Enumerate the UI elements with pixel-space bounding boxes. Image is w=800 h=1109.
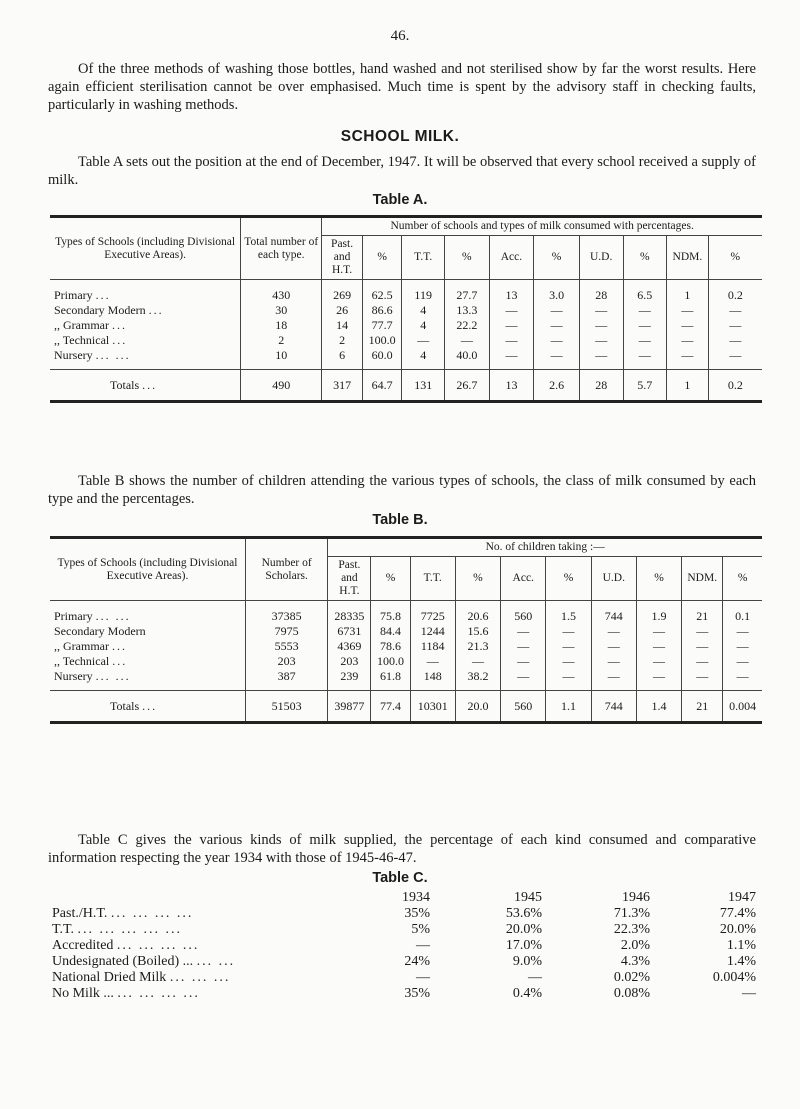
sub-header: % [723, 557, 762, 601]
totals-row [50, 370, 762, 402]
table-cell: 100.0 [371, 654, 410, 669]
sub-header: T.T. [410, 557, 455, 601]
table-cell: 26.7 [445, 370, 490, 402]
row-label-text: Accredited [52, 938, 114, 953]
row-label-text: National Dried Milk [52, 970, 167, 985]
table-cell: 20.0% [505, 922, 542, 937]
table-cell: 6.5 [623, 280, 667, 304]
table-cell: 60.0 [362, 348, 402, 370]
table-row [50, 601, 762, 625]
table-cell: 9.0% [512, 954, 542, 969]
row-label [48, 954, 324, 970]
table-cell: — [591, 669, 636, 691]
table-row [50, 348, 762, 370]
sub-header: % [546, 557, 591, 601]
row-label-text: Totals [110, 699, 140, 713]
table-cell: 62.5 [362, 280, 402, 304]
table-cell: 86.6 [362, 303, 402, 318]
row-label [50, 669, 245, 691]
row-label-text: Totals [110, 378, 140, 392]
table-cell: — [528, 970, 542, 985]
table-cell: — [591, 639, 636, 654]
table-c [48, 890, 760, 1002]
header-total-number: Total number of each type. [241, 217, 322, 280]
row-label-text: ,, Grammar [54, 318, 109, 332]
row-label-text: Nursery [54, 669, 93, 683]
leader-dots: ... [148, 303, 164, 317]
table-cell: 2.6 [534, 370, 580, 402]
table-cell: 84.4 [371, 624, 410, 639]
table-cell: — [682, 639, 723, 654]
table-cell: 203 [328, 654, 371, 669]
leader-dots: ... [112, 333, 128, 347]
header-children-group: No. of children taking :— [328, 538, 762, 557]
table-cell: 0.004% [712, 970, 756, 985]
table-cell: 239 [328, 669, 371, 691]
table-cell: 5.7 [623, 370, 667, 402]
table-a [50, 215, 762, 403]
table-cell: 203 [245, 654, 327, 669]
table-cell: 71.3% [613, 906, 650, 921]
row-label [48, 922, 324, 938]
row-label-text: ,, Technical [54, 333, 110, 347]
leader-dots: ... [111, 639, 127, 653]
table-cell: 0.4% [512, 986, 542, 1001]
table-cell: — [708, 348, 762, 370]
table-cell: 13 [489, 280, 534, 304]
sub-header: Acc. [501, 557, 546, 601]
sub-header: U.D. [579, 236, 623, 280]
table-cell: — [636, 669, 681, 691]
table-cell: 26 [322, 303, 363, 318]
table-cell: — [534, 333, 580, 348]
table-cell: — [682, 669, 723, 691]
table-cell: 744 [591, 691, 636, 723]
table-cell: 148 [410, 669, 455, 691]
table-cell: 2.0% [620, 938, 650, 953]
table-cell: 28335 [328, 601, 371, 625]
leader-dots: ... ... ... ... [110, 906, 194, 921]
sub-header: % [623, 236, 667, 280]
table-cell: 119 [402, 280, 445, 304]
table-cell: — [402, 333, 445, 348]
table-cell: 100.0 [362, 333, 402, 348]
table-cell: 0.02% [613, 970, 650, 985]
table-cell: — [636, 624, 681, 639]
row-label [48, 938, 324, 954]
page-number: 46. [390, 28, 410, 44]
table-cell: 77.7 [362, 318, 402, 333]
row-label [50, 303, 241, 318]
leader-dots: ... [142, 378, 158, 392]
row-label [50, 348, 241, 370]
table-cell: 35% [404, 986, 430, 1001]
header-school-type: Types of Schools (including Divisional Executive Areas). [50, 538, 245, 601]
table-cell: 0.2 [708, 280, 762, 304]
table-cell: 1.4 [636, 691, 681, 723]
table-cell: — [501, 669, 546, 691]
table-cell: — [667, 303, 709, 318]
table-cell: 64.7 [362, 370, 402, 402]
table-row [50, 318, 762, 333]
table-b-caption: Table B. [372, 512, 428, 528]
row-label-text: No Milk ... [52, 986, 114, 1001]
year-header-row [48, 890, 760, 906]
table-row [50, 624, 762, 639]
sub-header: Past. and H.T. [328, 557, 371, 601]
table-cell: — [445, 333, 490, 348]
leader-dots: ... ... [95, 348, 131, 362]
table-cell: 5553 [245, 639, 327, 654]
table-cell: 20.6 [455, 601, 500, 625]
table-row [48, 906, 760, 922]
table-cell: — [416, 970, 430, 985]
table-cell: — [623, 348, 667, 370]
table-cell: — [708, 303, 762, 318]
leader-dots: ... [112, 654, 128, 668]
table-cell: 22.3% [613, 922, 650, 937]
leader-dots: ... ... [196, 954, 236, 969]
table-cell: — [489, 318, 534, 333]
table-cell: — [501, 624, 546, 639]
row-label [48, 906, 324, 922]
row-label [48, 970, 324, 986]
sub-header: % [534, 236, 580, 280]
row-label-text: Past./H.T. [52, 906, 108, 921]
table-cell: 269 [322, 280, 363, 304]
table-cell: — [723, 669, 762, 691]
section-heading-school-milk: SCHOOL MILK. [340, 128, 460, 145]
table-cell: 317 [322, 370, 363, 402]
table-cell: 6 [322, 348, 363, 370]
sub-header: % [445, 236, 490, 280]
sub-header: NDM. [667, 236, 709, 280]
paragraph-bottle-washing: Of the three methods of washing those bottles, hand washed and not sterilised show by far the worst results. Here again efficient sterilisation cannot be over emphasised. Much time is spent by the advisory staff in checking faults, particularly in washing methods. [48, 61, 756, 113]
row-label [50, 624, 245, 639]
row-label-text: Primary [54, 609, 93, 623]
table-cell: 1 [667, 280, 709, 304]
row-label-text: ,, Technical [54, 654, 110, 668]
table-cell: — [579, 318, 623, 333]
row-label [50, 601, 245, 625]
row-label-text: Undesignated (Boiled) ... [52, 954, 194, 969]
leader-dots: ... ... [95, 669, 131, 683]
table-cell: 1 [667, 370, 709, 402]
row-label [50, 318, 241, 333]
table-cell: 40.0 [445, 348, 490, 370]
row-label [50, 370, 241, 402]
sub-header: % [455, 557, 500, 601]
leader-dots: ... ... [95, 609, 131, 623]
row-label-text: Secondary Modern [54, 303, 146, 317]
header-milk-group: Number of schools and types of milk consumed with percentages. [322, 217, 762, 236]
sub-header: % [636, 557, 681, 601]
table-c-caption: Table C. [372, 870, 428, 886]
table-cell: — [410, 654, 455, 669]
table-cell: 15.6 [455, 624, 500, 639]
table-cell: — [579, 333, 623, 348]
table-cell: — [682, 624, 723, 639]
table-cell: — [534, 318, 580, 333]
table-cell: — [667, 318, 709, 333]
leader-dots: ... [111, 318, 127, 332]
table-row [50, 303, 762, 318]
table-cell: 61.8 [371, 669, 410, 691]
table-cell: 6731 [328, 624, 371, 639]
leader-dots: ... [95, 288, 111, 302]
row-label [50, 691, 245, 723]
table-cell: — [623, 303, 667, 318]
table-cell: 0.004 [723, 691, 762, 723]
table-cell: 22.2 [445, 318, 490, 333]
sub-header: Past. and H.T. [322, 236, 363, 280]
table-cell: — [489, 348, 534, 370]
table-row [50, 639, 762, 654]
table-cell: — [546, 669, 591, 691]
table-cell: 20.0 [455, 691, 500, 723]
table-cell: 1.5 [546, 601, 591, 625]
table-row [50, 333, 762, 348]
table-cell: — [579, 303, 623, 318]
table-cell: 1.9 [636, 601, 681, 625]
table-cell: 27.7 [445, 280, 490, 304]
sub-header: U.D. [591, 557, 636, 601]
table-row [48, 938, 760, 954]
table-cell: — [546, 654, 591, 669]
row-label-text: Secondary Modern [54, 624, 146, 638]
row-label [50, 654, 245, 669]
table-cell: 53.6% [505, 906, 542, 921]
table-cell: 4369 [328, 639, 371, 654]
table-cell: 14 [322, 318, 363, 333]
row-label [50, 333, 241, 348]
year-header: 1934 [402, 890, 430, 905]
leader-dots: ... ... ... [169, 970, 231, 985]
table-cell: — [667, 348, 709, 370]
table-row [48, 970, 760, 986]
table-cell: — [723, 639, 762, 654]
table-cell: — [723, 624, 762, 639]
table-row [50, 669, 762, 691]
table-cell: 4 [402, 303, 445, 318]
table-cell: 21.3 [455, 639, 500, 654]
table-cell: 10301 [410, 691, 455, 723]
table-cell: 560 [501, 691, 546, 723]
table-cell: 75.8 [371, 601, 410, 625]
table-cell: 3.0 [534, 280, 580, 304]
table-cell: — [708, 318, 762, 333]
header-number-scholars: Number of Scholars. [245, 538, 327, 601]
table-cell: — [579, 348, 623, 370]
table-cell: — [546, 624, 591, 639]
table-cell: 1.1% [726, 938, 756, 953]
table-cell: — [455, 654, 500, 669]
year-header: 1945 [514, 890, 542, 905]
table-cell: 744 [591, 601, 636, 625]
table-cell: — [667, 333, 709, 348]
table-cell: — [636, 639, 681, 654]
table-cell: 28 [579, 370, 623, 402]
row-label-text: ,, Grammar [54, 639, 109, 653]
paragraph-table-b-intro: Table B shows the number of children attending the various types of schools, the class of milk consumed by each type and the percentages. [48, 473, 756, 507]
row-label-text: T.T. [52, 922, 75, 937]
table-cell: — [636, 654, 681, 669]
table-cell: 4.3% [620, 954, 650, 969]
header-school-type: Types of Schools (including Divisional Executive Areas). [50, 217, 241, 280]
table-cell: — [708, 333, 762, 348]
table-cell: 4 [402, 348, 445, 370]
table-cell: 17.0% [505, 938, 542, 953]
table-cell: 7975 [245, 624, 327, 639]
sub-header: % [371, 557, 410, 601]
table-cell: 30 [241, 303, 322, 318]
table-cell: 10 [241, 348, 322, 370]
table-cell: 37385 [245, 601, 327, 625]
table-cell: 2 [241, 333, 322, 348]
year-header: 1946 [622, 890, 650, 905]
row-label [50, 639, 245, 654]
table-cell: 0.1 [723, 601, 762, 625]
table-cell: — [723, 654, 762, 669]
table-cell: — [682, 654, 723, 669]
table-cell: — [501, 639, 546, 654]
table-cell: 1244 [410, 624, 455, 639]
row-label-text: Nursery [54, 348, 93, 362]
table-cell: 21 [682, 691, 723, 723]
table-cell: 0.2 [708, 370, 762, 402]
table-cell: 18 [241, 318, 322, 333]
table-cell: — [534, 303, 580, 318]
table-cell: — [623, 318, 667, 333]
table-cell: — [416, 938, 430, 953]
row-label-text: Primary [54, 288, 93, 302]
table-cell: — [591, 654, 636, 669]
table-cell: 13.3 [445, 303, 490, 318]
table-cell: 0.08% [613, 986, 650, 1001]
table-cell: 77.4% [719, 906, 756, 921]
table-cell: 5% [411, 922, 430, 937]
table-cell: 430 [241, 280, 322, 304]
table-cell: 1184 [410, 639, 455, 654]
leader-dots: ... ... ... ... [117, 986, 200, 1001]
table-cell: 13 [489, 370, 534, 402]
table-cell: 490 [241, 370, 322, 402]
table-cell: — [489, 303, 534, 318]
table-cell: 28 [579, 280, 623, 304]
table-row [50, 280, 762, 304]
table-cell: 78.6 [371, 639, 410, 654]
table-cell: 4 [402, 318, 445, 333]
table-cell: 21 [682, 601, 723, 625]
table-row [48, 922, 760, 938]
table-cell: — [591, 624, 636, 639]
table-cell: 38.2 [455, 669, 500, 691]
table-cell: 51503 [245, 691, 327, 723]
table-cell: 560 [501, 601, 546, 625]
paragraph-table-a-intro: Table A sets out the position at the end of December, 1947. It will be observed that every school received a supply of milk. [48, 154, 756, 188]
table-cell: 39877 [328, 691, 371, 723]
table-cell: 1.1 [546, 691, 591, 723]
table-cell: — [501, 654, 546, 669]
sub-header: Acc. [489, 236, 534, 280]
table-cell: — [742, 986, 756, 1001]
table-cell: — [623, 333, 667, 348]
table-cell: 77.4 [371, 691, 410, 723]
row-label [50, 280, 241, 304]
table-row [48, 954, 760, 970]
table-cell: 387 [245, 669, 327, 691]
table-cell: — [546, 639, 591, 654]
row-label [48, 986, 324, 1002]
table-cell: — [489, 333, 534, 348]
sub-header: % [362, 236, 402, 280]
table-cell: 35% [404, 906, 430, 921]
table-cell: 20.0% [719, 922, 756, 937]
table-a-caption: Table A. [372, 192, 428, 208]
leader-dots: ... [142, 699, 158, 713]
table-cell: 2 [322, 333, 363, 348]
sub-header: NDM. [682, 557, 723, 601]
table-b [50, 536, 762, 724]
paragraph-table-c-intro: Table C gives the various kinds of milk supplied, the percentage of each kind consumed and comparative information respecting the year 1934 with those of 1945-46-47. [48, 832, 756, 866]
year-header: 1947 [728, 890, 756, 905]
table-cell: 1.4% [726, 954, 756, 969]
sub-header: T.T. [402, 236, 445, 280]
table-cell: 7725 [410, 601, 455, 625]
sub-header: % [708, 236, 762, 280]
table-cell: — [534, 348, 580, 370]
totals-row [50, 691, 762, 723]
leader-dots: ... ... ... ... [116, 938, 200, 953]
table-cell: 131 [402, 370, 445, 402]
table-row [50, 654, 762, 669]
leader-dots: ... ... ... ... ... [77, 922, 183, 937]
table-row [48, 986, 760, 1002]
table-cell: 24% [404, 954, 430, 969]
